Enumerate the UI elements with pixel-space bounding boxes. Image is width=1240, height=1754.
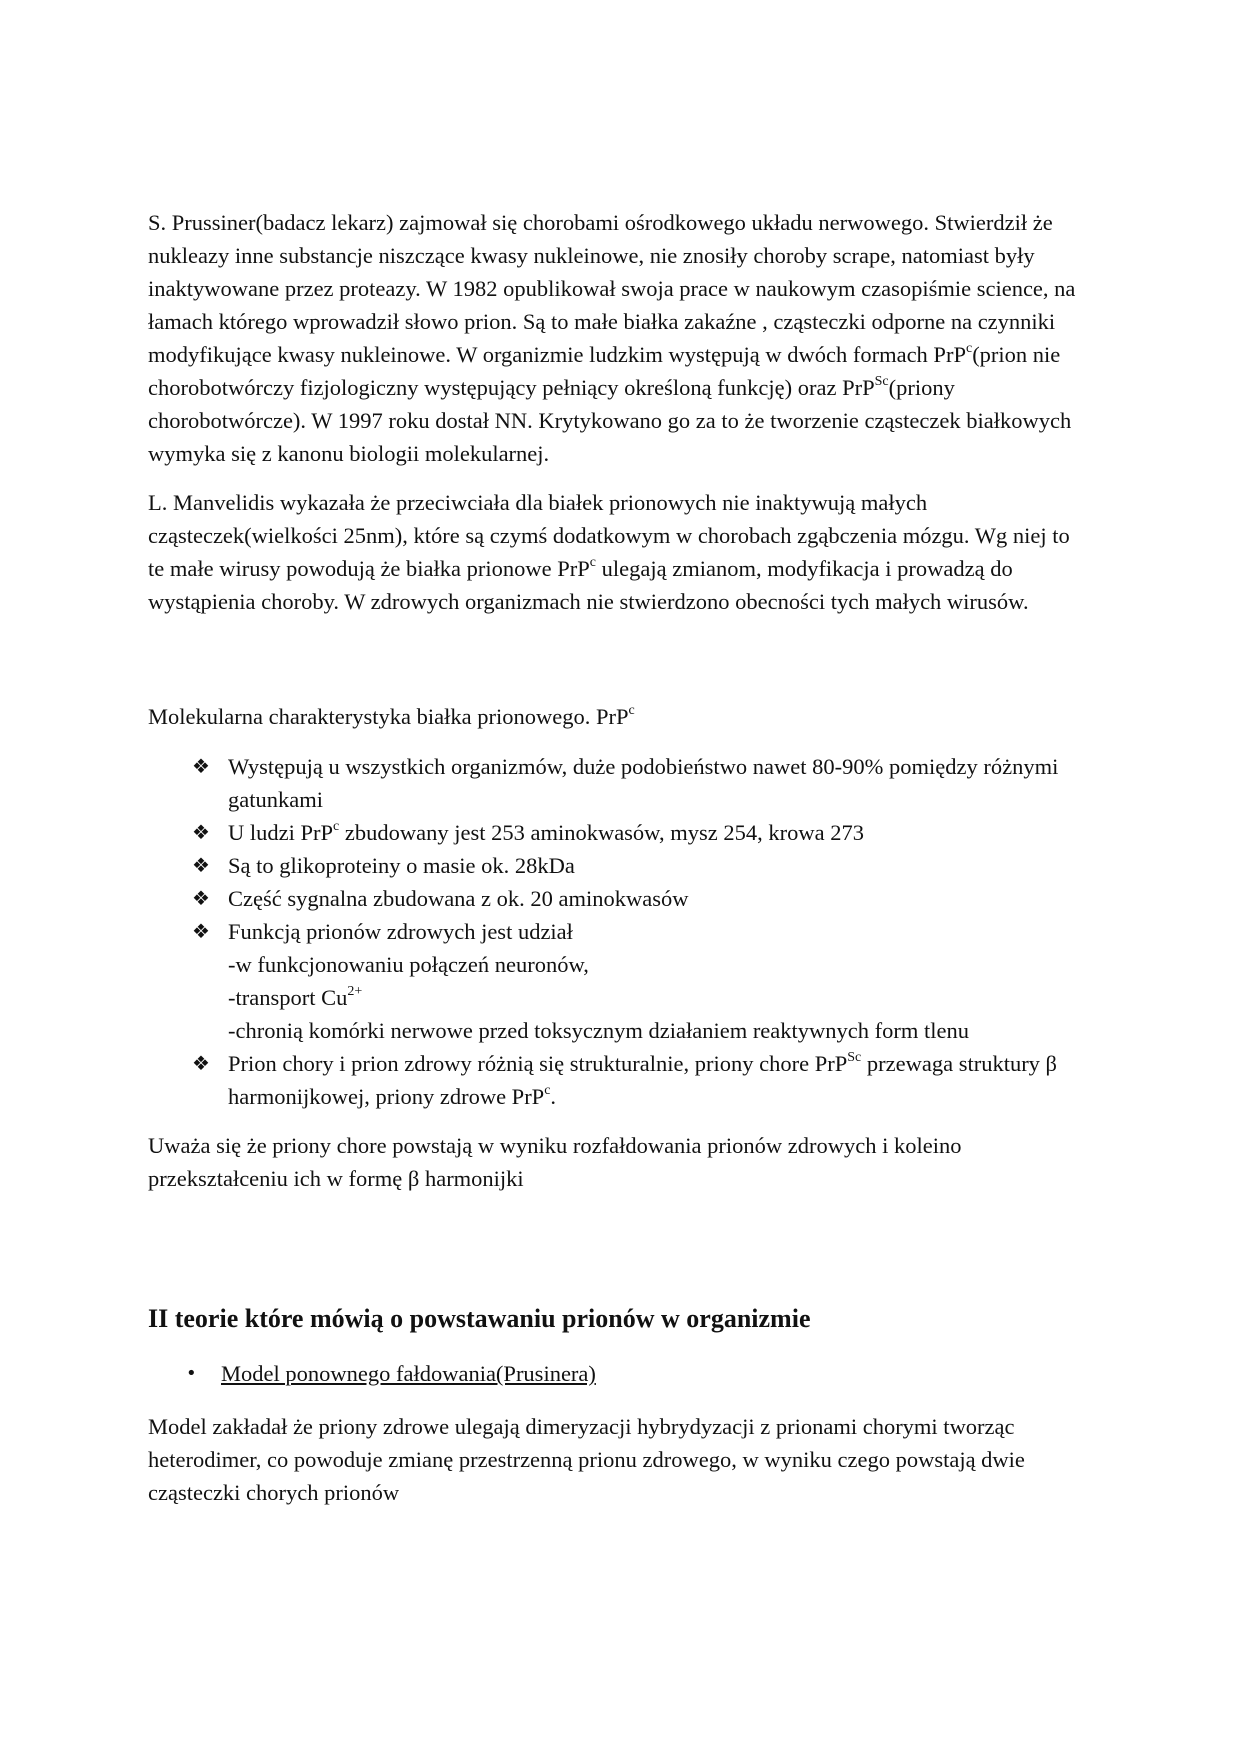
list-item-text: Są to glikoproteiny o masie ok. 28kDa [228, 853, 575, 878]
sub-item-text: -chronią komórki nerwowe przed toksycznym działaniem reaktywnych form tlenu [228, 1018, 969, 1043]
paragraph-model: Model zakładał że priony zdrowe ulegają dimeryzacji hybrydyzacji z prionami chorymi tworząc heterodimer, co powoduje zmianę przestrzenną prionu zdrowego, w wyniku czego powstają dwie cząsteczki chorych prionów [148, 1414, 1025, 1505]
characteristics-list [148, 750, 1088, 1113]
sub-item-text [228, 981, 1088, 1014]
theories-list [148, 1357, 1088, 1390]
sub-item-text-part: -transport Cu [228, 985, 348, 1010]
diamond-bullet-icon: ❖ [192, 1051, 210, 1075]
list-item-text: Część sygnalna zbudowana z ok. 20 aminokwasów [228, 886, 689, 911]
list-item [192, 849, 1088, 882]
paragraph-conclusion: Uważa się że priony chore powstają w wyniku rozfałdowania prionów zdrowych i koleino przekształceniu ich w formę β harmonijki [148, 1133, 962, 1191]
list-item-text: zbudowany jest 253 aminokwasów, mysz 254, krowa 273 [339, 820, 864, 845]
superscript: 2+ [347, 983, 363, 999]
list-item [192, 915, 1088, 1047]
list-item [192, 882, 1088, 915]
section-title-molecular [148, 700, 1088, 733]
superscript: Sc [874, 373, 889, 389]
list-item [192, 816, 1088, 849]
document-page [148, 206, 1088, 1509]
list-item-text: przewaga struktury β harmonijkowej, priony zdrowe PrP [228, 1051, 1058, 1109]
sub-item-text: -w funkcjonowaniu połączeń neuronów, [228, 952, 589, 977]
paragraph-text: L. Manvelidis wykazała że przeciwciała dla białek prionowych nie inaktywują małych cząsteczek(wielkości 25nm), które są czymś dodatkowym w chorobach zgąbczenia mózgu. Wg niej to te małe wirusy powodują że białka prionowe PrP [148, 490, 1070, 581]
paragraph-text: (priony chorobotwórcze). W 1997 roku dostał NN. Krytykowano go za to że tworzenie cząsteczek białkowych wymyka się z kanonu biologii molekularnej. [148, 375, 1072, 466]
paragraph-manvelidis [148, 486, 1088, 618]
diamond-bullet-icon: ❖ [192, 919, 210, 943]
diamond-bullet-icon: ❖ [192, 754, 210, 778]
list-item-text: Funkcją prionów zdrowych jest udział [228, 919, 573, 944]
section-heading-theories: II teorie które mówią o powstawaniu prionów w organizmie [148, 1304, 811, 1333]
superscript: c [965, 340, 973, 356]
list-item-text: . [550, 1084, 557, 1109]
list-item-text: U ludzi PrP [228, 820, 334, 845]
model-title: Model ponownego fałdowania(Prusinera) [221, 1361, 596, 1386]
diamond-bullet-icon: ❖ [192, 886, 210, 910]
section-title-text: Molekularna charakterystyka białka prionowego. PrP [148, 704, 629, 729]
paragraph-text: ulegają zmianom, modyfikacja i prowadzą do wystąpienia choroby. W zdrowych organizmach nie stwierdzono obecności tych małych wirusów. [148, 556, 1029, 614]
paragraph-text: S. Prussiner(badacz lekarz) zajmował się chorobami ośrodkowego układu nerwowego. Stwierdził że nukleazy inne substancje niszczące kwasy nukleinowe, nie znosiły choroby scrape, natomiast były inaktywowane przez proteazy. W 1982 opublikował swoja prace w naukowym czasopiśmie science, na łamach którego wprowadził słowo prion. Są to małe białka zakaźne , cząsteczki odporne na czynniki modyfikujące kwasy nukleinowe. W organizmie ludzkim występują w dwóch formach PrP [148, 210, 1076, 367]
superscript: c [544, 1082, 551, 1098]
diamond-bullet-icon: ❖ [192, 853, 210, 877]
list-item [192, 1047, 1088, 1113]
superscript: c [589, 554, 596, 570]
paragraph-prusiner [148, 206, 1088, 470]
diamond-bullet-icon: ❖ [192, 820, 210, 844]
list-item-text: Występują u wszystkich organizmów, duże podobieństwo nawet 80-90% pomiędzy różnymi gatunkami [228, 754, 1059, 812]
paragraph-text: (prion nie chorobotwórczy fizjologiczny występujący pełniący określoną funkcję) oraz PrP [148, 342, 1061, 400]
dot-bullet-icon: • [186, 1363, 197, 1384]
superscript: Sc [847, 1049, 862, 1065]
list-item [192, 750, 1088, 816]
list-item [186, 1357, 1088, 1390]
list-item-text: Prion chory i prion zdrowy różnią się strukturalnie, priony chore PrP [228, 1051, 848, 1076]
superscript: c [628, 702, 635, 718]
superscript: c [333, 818, 340, 834]
